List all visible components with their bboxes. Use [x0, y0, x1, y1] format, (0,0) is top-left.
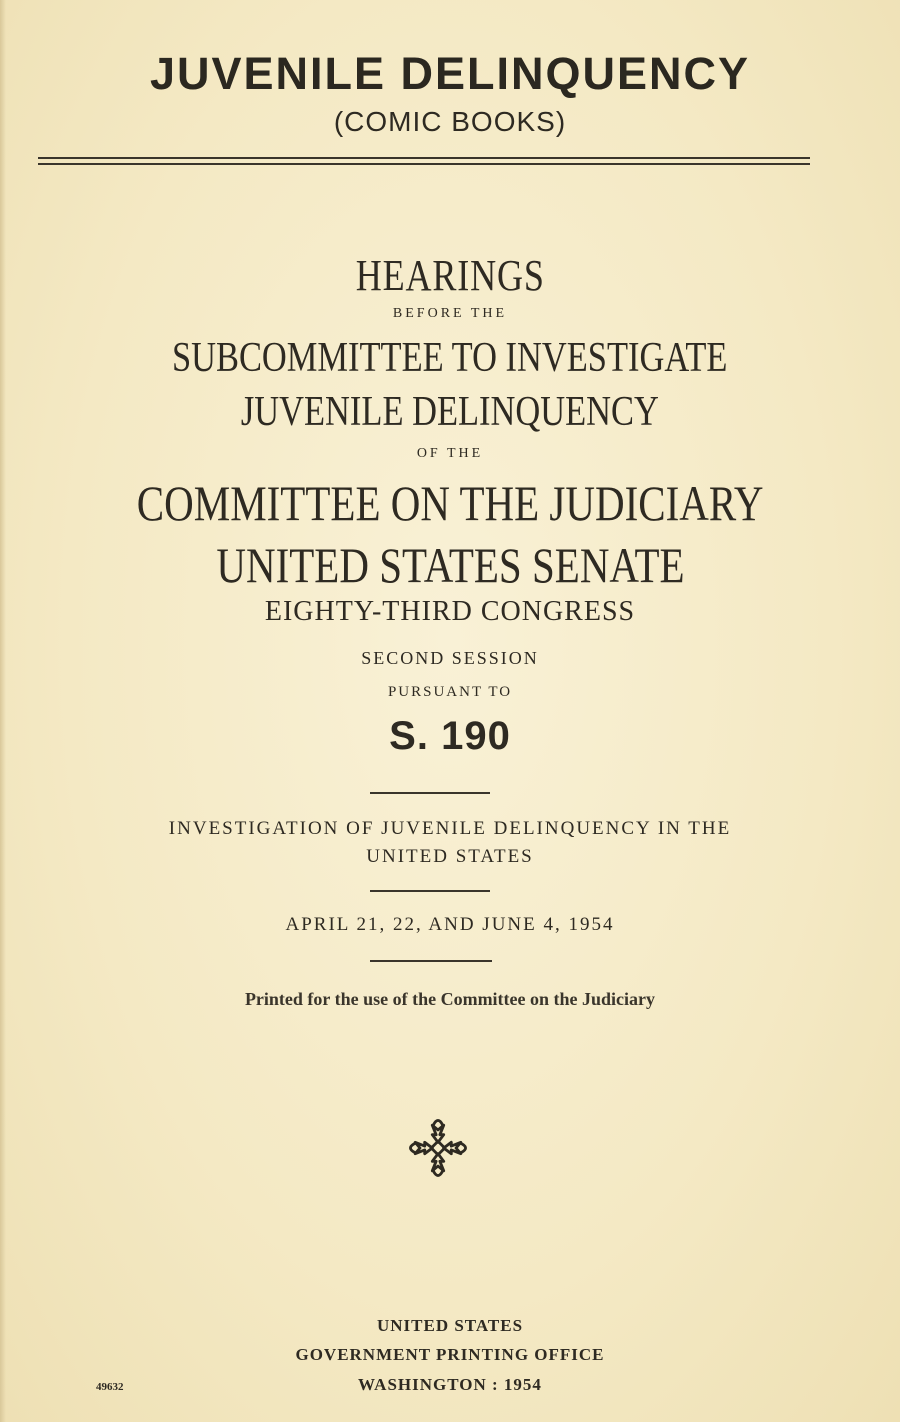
divider-rule-1 — [370, 792, 490, 794]
publisher-line-3: WASHINGTON : 1954 — [358, 1375, 542, 1394]
bill-number: S. 190 — [389, 714, 511, 758]
hearings-heading — [0, 250, 900, 301]
committee-line-1-text: COMMITTEE ON THE JUDICIARY — [136, 475, 764, 531]
double-rule-top — [38, 157, 810, 159]
session-label: SECOND SESSION — [361, 648, 539, 668]
document-subtitle: (COMIC BOOKS) — [333, 106, 567, 137]
publisher-line-2: GOVERNMENT PRINTING OFFICE — [295, 1345, 605, 1364]
subcommittee-line-2 — [0, 388, 900, 436]
subcommittee-line-1 — [0, 334, 900, 382]
hearing-dates: APRIL 21, 22, AND JUNE 4, 1954 — [285, 914, 615, 935]
printed-for-note: Printed for the use of the Committee on the Judiciary — [244, 989, 656, 1009]
pursuant-to-label: PURSUANT TO — [387, 684, 513, 700]
committee-line-1 — [0, 474, 900, 532]
print-job-number: 49632 — [96, 1381, 124, 1393]
divider-rule-2 — [370, 890, 490, 892]
double-rule-bottom — [38, 163, 810, 165]
printers-ornament-icon — [400, 1110, 476, 1186]
investigation-line-2: UNITED STATES — [366, 846, 534, 867]
before-the-label: BEFORE THE — [392, 306, 508, 321]
page-edge-shadow — [0, 0, 6, 1422]
subcommittee-line-2-text: JUVENILE DELINQUENCY — [241, 389, 659, 435]
subcommittee-line-1-text: SUBCOMMITTEE TO INVESTIGATE — [172, 335, 728, 381]
document-title: JUVENILE DELINQUENCY — [149, 48, 751, 99]
hearings-text: HEARINGS — [355, 251, 545, 300]
congress-label: EIGHTY-THIRD CONGRESS — [264, 596, 636, 627]
divider-rule-3 — [370, 960, 492, 962]
committee-line-2 — [0, 536, 900, 594]
publisher-line-1: UNITED STATES — [376, 1316, 524, 1335]
of-the-label: OF THE — [416, 446, 484, 461]
investigation-line-1: INVESTIGATION OF JUVENILE DELINQUENCY IN THE — [168, 818, 732, 839]
committee-line-2-text: UNITED STATES SENATE — [215, 537, 685, 593]
